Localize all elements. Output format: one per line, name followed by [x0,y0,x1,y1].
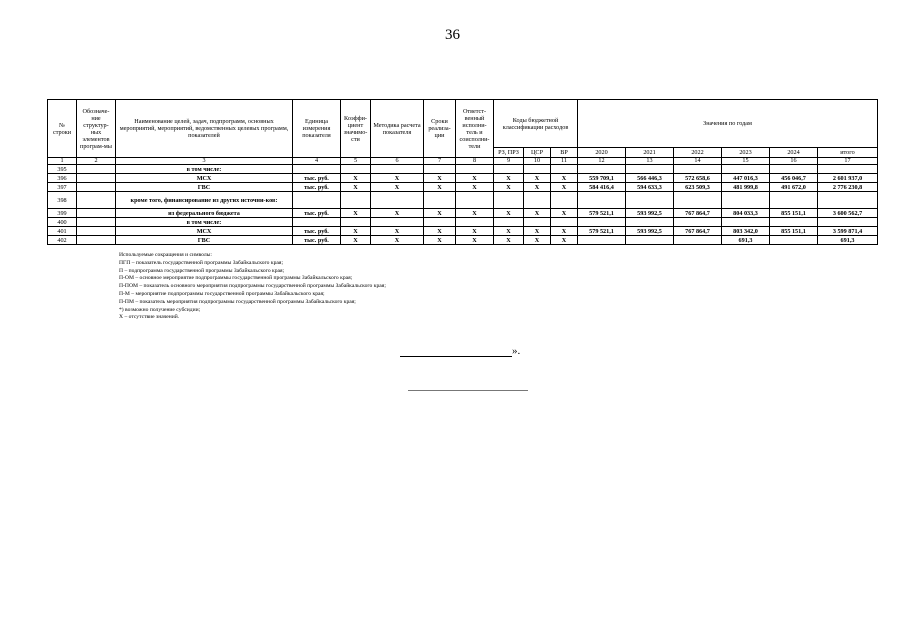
total-value: 691,3 [818,236,878,245]
header-budget-codes: Коды бюджетной классификации расходов [494,100,578,148]
column-numbers-row [48,158,878,165]
structure-cell [77,218,116,227]
method-cell: X [371,174,424,183]
name-cell: кроме того, финансирование из других источни-ков: [116,192,293,209]
structure-cell [77,183,116,192]
value-2024: 855 151,1 [770,227,818,236]
vr-cell: X [551,183,578,192]
header-unit: Единица измерения показателя [293,100,341,158]
note-line: *) возможно получение субсидии; [119,306,201,313]
header-year-2024: 2024 [770,148,818,158]
value-2021 [626,192,674,209]
value-2020: 579 521,1 [578,209,626,218]
value-2022: 572 658,6 [674,174,722,183]
responsible-cell [456,165,494,174]
value-2023 [722,218,770,227]
rz-prz-cell: X [494,209,524,218]
separator-line [408,390,528,391]
name-cell: в том числе: [116,165,293,174]
value-2024: 456 046,7 [770,174,818,183]
term-cell: X [424,209,456,218]
header-method: Методика расчета показателя [371,100,424,158]
csr-cell [524,192,551,209]
vr-cell: X [551,174,578,183]
vr-cell: X [551,227,578,236]
header-structure: Обозначе-ние структур-ных элементов програм-мы [77,100,116,158]
value-2020 [578,192,626,209]
value-2024 [770,218,818,227]
value-2020: 559 709,1 [578,174,626,183]
vr-cell: X [551,209,578,218]
header-vr: ВР [551,148,578,158]
row-number: 395 [48,165,77,174]
value-2021: 594 633,3 [626,183,674,192]
vr-cell [551,165,578,174]
unit-cell [293,192,341,209]
table-row [48,218,878,227]
vr-cell [551,192,578,209]
value-2022 [674,165,722,174]
value-2021 [626,218,674,227]
underline-blank [400,346,512,357]
total-value: 3 600 562,7 [818,209,878,218]
total-value: 2 776 230,8 [818,183,878,192]
value-2024 [770,236,818,245]
header-coefficient: Коэффи-циент значимо-сти [341,100,371,158]
rz-prz-cell [494,218,524,227]
value-2024 [770,192,818,209]
unit-cell [293,218,341,227]
note-line: П-М – мероприятие подпрограммы государственной программы Забайкальского края; [119,290,325,297]
value-2022: 623 509,3 [674,183,722,192]
row-number: 398 [48,192,77,209]
coefficient-cell: X [341,174,371,183]
responsible-cell: X [456,227,494,236]
column-number: 15 [722,158,770,165]
header-year-2023: 2023 [722,148,770,158]
closing-line [400,345,520,357]
coefficient-cell: X [341,236,371,245]
row-number: 402 [48,236,77,245]
value-2022 [674,236,722,245]
column-number: 13 [626,158,674,165]
value-2020 [578,236,626,245]
term-cell: X [424,236,456,245]
term-cell: X [424,174,456,183]
column-number: 16 [770,158,818,165]
name-cell: ГВС [116,236,293,245]
name-cell: МСХ [116,174,293,183]
unit-cell: тыс. руб. [293,227,341,236]
value-2022 [674,192,722,209]
note-line: Используемые сокращения и символы: [119,252,212,258]
coefficient-cell: X [341,227,371,236]
value-2022: 767 864,7 [674,227,722,236]
name-cell: в том числе: [116,218,293,227]
value-2023: 447 016,3 [722,174,770,183]
method-cell: X [371,227,424,236]
value-2020: 579 521,1 [578,227,626,236]
method-cell [371,165,424,174]
value-2021: 566 446,3 [626,174,674,183]
column-number: 6 [371,158,424,165]
header-name: Наименование целей, задач, подпрограмм, основных мероприятий, мероприятий, ведомственных целевых программ, показателей [116,100,293,158]
total-value [818,165,878,174]
row-number: 400 [48,218,77,227]
note-line: П-ПМ – показатель мероприятия подпрограммы государственной программы Забайкальского края; [119,298,356,305]
column-number: 10 [524,158,551,165]
column-number: 8 [456,158,494,165]
column-number: 2 [77,158,116,165]
column-number: 12 [578,158,626,165]
column-number: 11 [551,158,578,165]
unit-cell: тыс. руб. [293,236,341,245]
column-number: 1 [48,158,77,165]
method-cell: X [371,209,424,218]
value-2024: 855 151,1 [770,209,818,218]
table-row [48,165,878,174]
note-line: П-ОМ – основное мероприятие подпрограммы государственной программы Забайкальского края; [119,275,353,282]
row-number: 396 [48,174,77,183]
structure-cell [77,174,116,183]
coefficient-cell [341,218,371,227]
table-row [48,236,878,245]
csr-cell: X [524,183,551,192]
header-csr: ЦСР [524,148,551,158]
responsible-cell: X [456,174,494,183]
csr-cell [524,218,551,227]
value-2022 [674,218,722,227]
total-value [818,218,878,227]
rz-prz-cell [494,192,524,209]
rz-prz-cell: X [494,227,524,236]
name-cell: МСХ [116,227,293,236]
table-row [48,183,878,192]
note-line: П-ПОМ – показатель основного мероприятия подпрограммы государственной программы Забайкальского края; [119,283,386,290]
value-2023: 803 342,0 [722,227,770,236]
value-2020 [578,165,626,174]
name-cell: из федерального бюджета [116,209,293,218]
unit-cell: тыс. руб. [293,209,341,218]
value-2021 [626,236,674,245]
responsible-cell [456,218,494,227]
column-number: 9 [494,158,524,165]
value-2022: 767 864,7 [674,209,722,218]
header-row-no: № строки [48,100,77,158]
abbreviations-notes [119,252,386,322]
unit-cell: тыс. руб. [293,174,341,183]
coefficient-cell: X [341,209,371,218]
vr-cell [551,218,578,227]
value-2020 [578,218,626,227]
value-2023 [722,165,770,174]
responsible-cell: X [456,183,494,192]
table-row [48,174,878,183]
coefficient-cell: X [341,183,371,192]
value-2021 [626,165,674,174]
value-2021: 593 992,5 [626,227,674,236]
indicators-table [47,99,878,245]
column-number: 7 [424,158,456,165]
column-number: 5 [341,158,371,165]
term-cell [424,192,456,209]
value-2024 [770,165,818,174]
name-cell: ГВС [116,183,293,192]
method-cell [371,192,424,209]
total-value [818,192,878,209]
method-cell: X [371,183,424,192]
value-2023: 481 999,8 [722,183,770,192]
table-row [48,192,878,209]
header-term: Сроки реализа-ции [424,100,456,158]
note-line: П – подпрограмма государственной программы Забайкальского края; [119,267,285,274]
row-number: 401 [48,227,77,236]
table-row [48,209,878,218]
csr-cell: X [524,236,551,245]
column-number: 3 [116,158,293,165]
csr-cell [524,165,551,174]
term-cell [424,165,456,174]
total-value: 3 599 871,4 [818,227,878,236]
page-number: 36 [445,27,460,43]
vr-cell: X [551,236,578,245]
structure-cell [77,227,116,236]
closing-quote: ». [512,345,521,357]
header-responsible: Ответст-венный исполни-тель и соисполни-тели [456,100,494,158]
value-2020: 584 416,4 [578,183,626,192]
structure-cell [77,165,116,174]
coefficient-cell [341,192,371,209]
coefficient-cell [341,165,371,174]
header-rz-prz: РЗ, ПРЗ [494,148,524,158]
note-line: ПГП – показатель государственной программы Забайкальского края; [119,259,283,266]
note-line: X – отсутствие значений. [119,314,180,321]
responsible-cell: X [456,236,494,245]
header-year-2020: 2020 [578,148,626,158]
rz-prz-cell: X [494,236,524,245]
value-2023: 691,3 [722,236,770,245]
value-2024: 491 672,0 [770,183,818,192]
structure-cell [77,192,116,209]
structure-cell [77,209,116,218]
structure-cell [77,236,116,245]
table-body [48,165,878,245]
term-cell: X [424,227,456,236]
method-cell: X [371,236,424,245]
header-year-2022: 2022 [674,148,722,158]
header-year-2021: 2021 [626,148,674,158]
total-value: 2 601 937,0 [818,174,878,183]
term-cell: X [424,183,456,192]
value-2023: 804 033,3 [722,209,770,218]
responsible-cell [456,192,494,209]
unit-cell: тыс. руб. [293,183,341,192]
unit-cell [293,165,341,174]
csr-cell: X [524,227,551,236]
rz-prz-cell: X [494,174,524,183]
responsible-cell: X [456,209,494,218]
header-total: итого [818,148,878,158]
csr-cell: X [524,209,551,218]
term-cell [424,218,456,227]
header-values-by-years: Значения по годам [578,100,878,148]
csr-cell: X [524,174,551,183]
value-2021: 593 992,5 [626,209,674,218]
row-number: 397 [48,183,77,192]
column-number: 17 [818,158,878,165]
column-number: 14 [674,158,722,165]
column-number: 4 [293,158,341,165]
rz-prz-cell [494,165,524,174]
row-number: 399 [48,209,77,218]
value-2023 [722,192,770,209]
rz-prz-cell: X [494,183,524,192]
method-cell [371,218,424,227]
table-row [48,227,878,236]
